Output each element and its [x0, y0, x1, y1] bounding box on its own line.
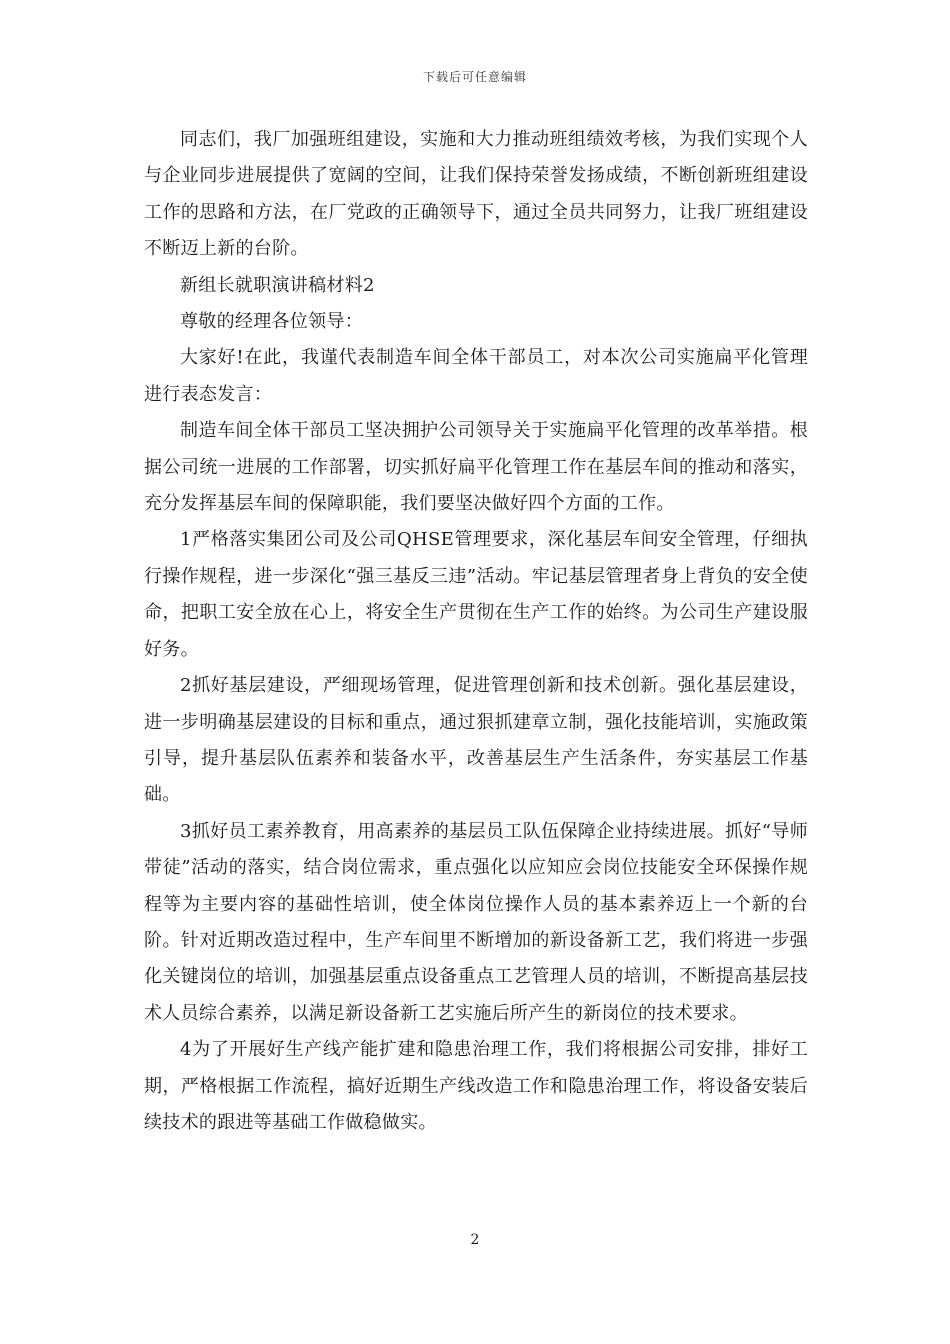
paragraph-point-1: 1严格落实集团公司及公司QHSE管理要求，深化基层车间安全管理，仔细执行操作规程，进一步深化“强三基反三违”活动。牢记基层管理者身上背负的安全使命，把职工安全放在心上，将安全生产贯彻在生产工作的始终。为公司生产建设服好务。 [144, 529, 808, 660]
page-number: 2 [470, 1232, 480, 1248]
document-body [144, 122, 808, 1141]
header-note: 下载后可任意编辑 [422, 70, 527, 84]
paragraph-closing-remarks: 同志们，我厂加强班组建设，实施和大力推动班组绩效考核，为我们实现个人与企业同步进展提供了宽阔的空间，让我们保持荣誉发扬成绩，不断创新班组建设工作的思路和方法，在厂党政的正确领导下，通过全员共同努力，让我厂班组建设不断迈上新的台阶。 [144, 129, 808, 260]
paragraph-greeting: 大家好!在此，我谨代表制造车间全体干部员工，对本次公司实施扁平化管理进行表态发言： [144, 347, 808, 405]
section-title: 新组长就职演讲稿材料2 [180, 274, 375, 296]
paragraph-point-4: 4为了开展好生产线产能扩建和隐患治理工作，我们将根据公司安排，排好工期，严格根据工作流程，搞好近期生产线改造工作和隐患治理工作，将设备安装后续技术的跟进等基础工作做稳做实。 [144, 1039, 808, 1133]
salutation: 尊敬的经理各位领导： [180, 311, 363, 333]
paragraph-point-3: 3抓好员工素养教育，用高素养的基层员工队伍保障企业持续进展。抓好“导师带徒”活动的落实，结合岗位需求，重点强化以应知应会岗位技能安全环保操作规程等为主要内容的基础性培训，使全体岗位操作人员的基本素养迈上一个新的台阶。针对近期改造过程中，生产车间里不断增加的新设备新工艺，我们将进一步强化关键岗位的培训，加强基层重点设备重点工艺管理人员的培训，不断提高基层技术人员综合素养，以满足新设备新工艺实施后所产生的新岗位的技术要求。 [144, 820, 808, 1024]
paragraph-commitment: 制造车间全体干部员工坚决拥护公司领导关于实施扁平化管理的改革举措。根据公司统一进展的工作部署，切实抓好扁平化管理工作在基层车间的推动和落实，充分发挥基层车间的保障职能，我们要坚决做好四个方面的工作。 [144, 420, 808, 515]
paragraph-point-2: 2抓好基层建设，严细现场管理，促进管理创新和技术创新。强化基层建设，进一步明确基层建设的目标和重点，通过狠抓建章立制，强化技能培训，实施政策引导，提升基层队伍素养和装备水平，改善基层生产生活条件，夯实基层工作基础。 [144, 675, 808, 806]
